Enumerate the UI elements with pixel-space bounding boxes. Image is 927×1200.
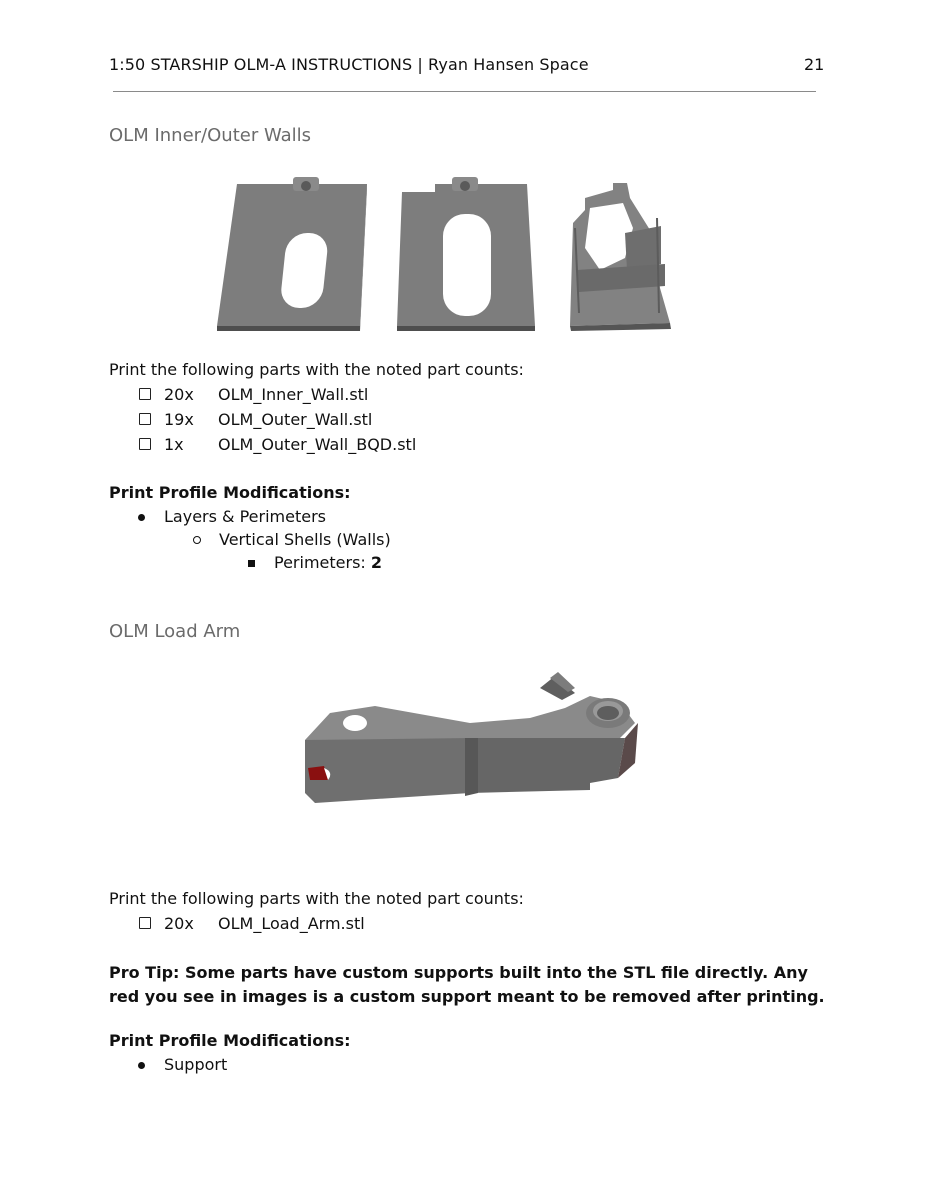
checkbox[interactable] xyxy=(139,388,151,400)
outer-wall-bqd-part xyxy=(570,183,671,331)
bullet-disc xyxy=(138,1062,145,1069)
part-count: 19x xyxy=(164,410,194,429)
parts-intro-text: Print the following parts with the noted part counts: xyxy=(109,889,524,908)
outer-wall-part xyxy=(397,177,535,331)
checkbox[interactable] xyxy=(139,413,151,425)
checkbox[interactable] xyxy=(139,917,151,929)
mod-label: Vertical Shells (Walls) xyxy=(219,530,391,549)
section-heading-walls: OLM Inner/Outer Walls xyxy=(109,125,311,146)
bullet-square xyxy=(248,560,255,567)
load-arm-part xyxy=(305,672,638,803)
part-filename: OLM_Outer_Wall.stl xyxy=(218,410,373,429)
bullet-disc xyxy=(138,514,145,521)
pro-tip-text: Pro Tip: Some parts have custom supports built into the STL file directly. Any red you see in images is a custom support meant to be removed after printing. xyxy=(109,963,825,1006)
part-count: 1x xyxy=(164,435,184,454)
header-divider xyxy=(113,91,816,92)
walls-render-image xyxy=(215,178,675,333)
mod-label: Perimeters: 2 xyxy=(274,553,383,572)
part-filename: OLM_Load_Arm.stl xyxy=(218,914,365,933)
checkbox[interactable] xyxy=(139,438,151,450)
load-arm-render-image xyxy=(300,668,645,808)
parts-intro-text: Print the following parts with the noted part counts: xyxy=(109,360,524,379)
print-profile-heading: Print Profile Modifications: xyxy=(109,1031,351,1050)
part-count: 20x xyxy=(164,914,194,933)
perimeters-value: 2 xyxy=(370,553,383,572)
bullet-circle xyxy=(193,536,201,544)
mod-label: Layers & Perimeters xyxy=(164,507,326,526)
section-heading-load-arm: OLM Load Arm xyxy=(109,621,241,642)
mod-label: Support xyxy=(164,1055,228,1074)
part-count: 20x xyxy=(164,385,194,404)
page-number: 21 xyxy=(804,55,825,74)
document-header-title: 1:50 STARSHIP OLM-A INSTRUCTIONS | Ryan Hansen Space xyxy=(109,55,589,74)
part-filename: OLM_Inner_Wall.stl xyxy=(218,385,369,404)
print-profile-heading: Print Profile Modifications: xyxy=(109,483,351,502)
part-filename: OLM_Outer_Wall_BQD.stl xyxy=(218,435,417,454)
inner-wall-part xyxy=(217,177,367,331)
